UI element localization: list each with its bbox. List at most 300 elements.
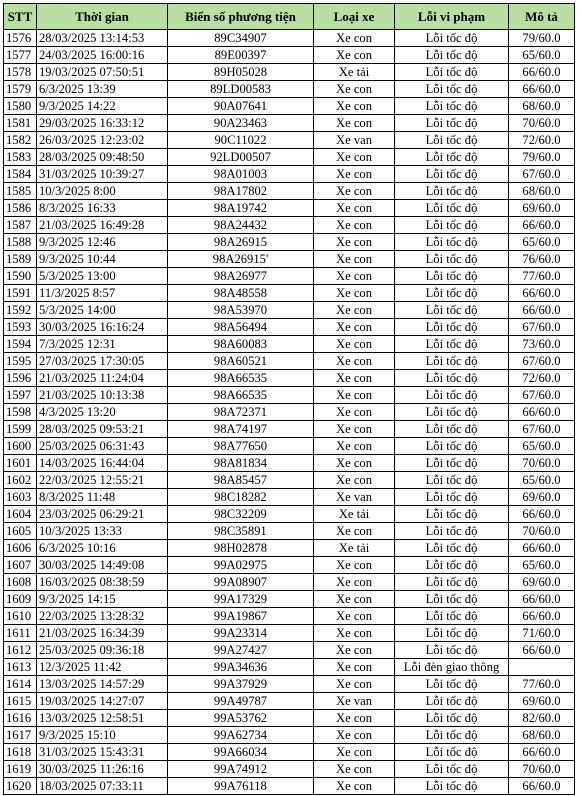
cell-plate: 92LD00507 bbox=[168, 149, 314, 166]
cell-violation: Lỗi tốc độ bbox=[395, 302, 509, 319]
cell-description: 66/60.0 bbox=[509, 285, 575, 302]
cell-violation: Lỗi tốc độ bbox=[395, 676, 509, 693]
cell-time: 30/03/2025 16:16:24 bbox=[37, 319, 168, 336]
cell-time: 24/03/2025 16:00:16 bbox=[37, 47, 168, 64]
cell-plate: 99A74912 bbox=[168, 761, 314, 778]
cell-stt: 1578 bbox=[4, 64, 37, 81]
cell-violation: Lỗi tốc độ bbox=[395, 64, 509, 81]
cell-vehicle-type: Xe con bbox=[314, 557, 395, 574]
cell-stt: 1614 bbox=[4, 676, 37, 693]
cell-time: 22/03/2025 12:55:21 bbox=[37, 472, 168, 489]
cell-stt: 1616 bbox=[4, 710, 37, 727]
cell-violation: Lỗi tốc độ bbox=[395, 506, 509, 523]
cell-time: 10/3/2025 13:33 bbox=[37, 523, 168, 540]
cell-violation: Lỗi tốc độ bbox=[395, 489, 509, 506]
cell-description: 67/60.0 bbox=[509, 166, 575, 183]
cell-time: 21/03/2025 16:34:39 bbox=[37, 625, 168, 642]
table-row bbox=[4, 523, 575, 540]
cell-stt: 1579 bbox=[4, 81, 37, 98]
cell-description: 66/60.0 bbox=[509, 217, 575, 234]
cell-violation: Lỗi tốc độ bbox=[395, 642, 509, 659]
cell-vehicle-type: Xe con bbox=[314, 455, 395, 472]
cell-time: 16/03/2025 08:38:59 bbox=[37, 574, 168, 591]
cell-violation: Lỗi tốc độ bbox=[395, 217, 509, 234]
violation-table-container bbox=[3, 3, 575, 795]
cell-description: 76/60.0 bbox=[509, 251, 575, 268]
cell-stt: 1618 bbox=[4, 744, 37, 761]
cell-description: 66/60.0 bbox=[509, 64, 575, 81]
cell-violation: Lỗi tốc độ bbox=[395, 115, 509, 132]
cell-plate: 98A77650 bbox=[168, 438, 314, 455]
cell-vehicle-type: Xe con bbox=[314, 744, 395, 761]
cell-description: 66/60.0 bbox=[509, 302, 575, 319]
cell-plate: 98A56494 bbox=[168, 319, 314, 336]
cell-stt: 1604 bbox=[4, 506, 37, 523]
cell-time: 10/3/2025 8:00 bbox=[37, 183, 168, 200]
cell-time: 25/03/2025 06:31:43 bbox=[37, 438, 168, 455]
cell-stt: 1612 bbox=[4, 642, 37, 659]
cell-description: 66/60.0 bbox=[509, 591, 575, 608]
table-row bbox=[4, 217, 575, 234]
table-row bbox=[4, 387, 575, 404]
cell-plate: 99A17329 bbox=[168, 591, 314, 608]
table-row bbox=[4, 438, 575, 455]
cell-time: 30/03/2025 14:49:08 bbox=[37, 557, 168, 574]
violation-table bbox=[3, 3, 575, 795]
cell-time: 14/03/2025 16:44:04 bbox=[37, 455, 168, 472]
cell-vehicle-type: Xe con bbox=[314, 149, 395, 166]
cell-violation: Lỗi tốc độ bbox=[395, 421, 509, 438]
cell-stt: 1580 bbox=[4, 98, 37, 115]
cell-time: 26/03/2025 12:23:02 bbox=[37, 132, 168, 149]
cell-plate: 98C18282 bbox=[168, 489, 314, 506]
cell-plate: 98C35891 bbox=[168, 523, 314, 540]
cell-description: 70/60.0 bbox=[509, 761, 575, 778]
cell-plate: 99A34636 bbox=[168, 659, 314, 676]
cell-description: 69/60.0 bbox=[509, 574, 575, 591]
cell-plate: 98A60083 bbox=[168, 336, 314, 353]
table-row bbox=[4, 183, 575, 200]
table-row bbox=[4, 285, 575, 302]
cell-description: 65/60.0 bbox=[509, 557, 575, 574]
cell-plate: 99A53762 bbox=[168, 710, 314, 727]
table-row bbox=[4, 778, 575, 795]
cell-stt: 1607 bbox=[4, 557, 37, 574]
cell-description: 70/60.0 bbox=[509, 115, 575, 132]
cell-stt: 1594 bbox=[4, 336, 37, 353]
cell-violation: Lỗi tốc độ bbox=[395, 268, 509, 285]
cell-stt: 1598 bbox=[4, 404, 37, 421]
cell-description: 69/60.0 bbox=[509, 200, 575, 217]
cell-vehicle-type: Xe con bbox=[314, 81, 395, 98]
cell-stt: 1592 bbox=[4, 302, 37, 319]
cell-violation: Lỗi tốc độ bbox=[395, 438, 509, 455]
table-row bbox=[4, 557, 575, 574]
cell-description: 66/60.0 bbox=[509, 778, 575, 795]
table-row bbox=[4, 370, 575, 387]
cell-violation: Lỗi tốc độ bbox=[395, 30, 509, 47]
table-body bbox=[4, 30, 575, 795]
header-time: Thời gian bbox=[37, 4, 168, 30]
cell-violation: Lỗi tốc độ bbox=[395, 693, 509, 710]
cell-time: 28/03/2025 09:48:50 bbox=[37, 149, 168, 166]
cell-violation: Lỗi tốc độ bbox=[395, 234, 509, 251]
cell-time: 11/3/2025 8:57 bbox=[37, 285, 168, 302]
table-row bbox=[4, 744, 575, 761]
cell-description: 70/60.0 bbox=[509, 455, 575, 472]
cell-vehicle-type: Xe con bbox=[314, 387, 395, 404]
table-header bbox=[4, 4, 575, 30]
cell-time: 18/03/2025 07:33:11 bbox=[37, 778, 168, 795]
cell-stt: 1608 bbox=[4, 574, 37, 591]
header-vehicle-type: Loại xe bbox=[314, 4, 395, 30]
cell-time: 21/03/2025 16:49:28 bbox=[37, 217, 168, 234]
cell-time: 8/3/2025 11:48 bbox=[37, 489, 168, 506]
cell-stt: 1595 bbox=[4, 353, 37, 370]
cell-violation: Lỗi tốc độ bbox=[395, 319, 509, 336]
cell-violation: Lỗi tốc độ bbox=[395, 47, 509, 64]
cell-violation: Lỗi tốc độ bbox=[395, 761, 509, 778]
cell-description: 68/60.0 bbox=[509, 727, 575, 744]
cell-stt: 1596 bbox=[4, 370, 37, 387]
cell-time: 28/03/2025 09:53:21 bbox=[37, 421, 168, 438]
cell-description: 72/60.0 bbox=[509, 132, 575, 149]
cell-time: 30/03/2025 11:26:16 bbox=[37, 761, 168, 778]
cell-time: 7/3/2025 12:31 bbox=[37, 336, 168, 353]
cell-plate: 98A24432 bbox=[168, 217, 314, 234]
cell-stt: 1583 bbox=[4, 149, 37, 166]
cell-vehicle-type: Xe tải bbox=[314, 64, 395, 81]
table-row bbox=[4, 676, 575, 693]
cell-description: 67/60.0 bbox=[509, 319, 575, 336]
cell-vehicle-type: Xe con bbox=[314, 778, 395, 795]
cell-vehicle-type: Xe con bbox=[314, 234, 395, 251]
cell-description: 68/60.0 bbox=[509, 183, 575, 200]
cell-time: 28/03/2025 13:14:53 bbox=[37, 30, 168, 47]
cell-plate: 98A66535 bbox=[168, 387, 314, 404]
table-row bbox=[4, 727, 575, 744]
cell-description: 65/60.0 bbox=[509, 47, 575, 64]
cell-vehicle-type: Xe con bbox=[314, 659, 395, 676]
cell-vehicle-type: Xe con bbox=[314, 251, 395, 268]
cell-stt: 1576 bbox=[4, 30, 37, 47]
cell-plate: 98A85457 bbox=[168, 472, 314, 489]
cell-time: 9/3/2025 15:10 bbox=[37, 727, 168, 744]
cell-violation: Lỗi đèn giao thông bbox=[395, 659, 509, 676]
cell-plate: 98A26915 bbox=[168, 234, 314, 251]
cell-violation: Lỗi tốc độ bbox=[395, 608, 509, 625]
cell-description: 79/60.0 bbox=[509, 149, 575, 166]
cell-plate: 98A60521 bbox=[168, 353, 314, 370]
table-row bbox=[4, 166, 575, 183]
cell-time: 9/3/2025 12:46 bbox=[37, 234, 168, 251]
cell-stt: 1613 bbox=[4, 659, 37, 676]
cell-vehicle-type: Xe tải bbox=[314, 506, 395, 523]
cell-plate: 98C32209 bbox=[168, 506, 314, 523]
cell-violation: Lỗi tốc độ bbox=[395, 166, 509, 183]
table-row bbox=[4, 540, 575, 557]
cell-violation: Lỗi tốc độ bbox=[395, 132, 509, 149]
cell-time: 21/03/2025 10:13:38 bbox=[37, 387, 168, 404]
cell-description: 66/60.0 bbox=[509, 404, 575, 421]
cell-vehicle-type: Xe con bbox=[314, 370, 395, 387]
cell-description: 79/60.0 bbox=[509, 30, 575, 47]
cell-violation: Lỗi tốc độ bbox=[395, 370, 509, 387]
cell-vehicle-type: Xe con bbox=[314, 574, 395, 591]
cell-time: 31/03/2025 15:43:31 bbox=[37, 744, 168, 761]
cell-time: 19/03/2025 07:50:51 bbox=[37, 64, 168, 81]
cell-stt: 1619 bbox=[4, 761, 37, 778]
cell-violation: Lỗi tốc độ bbox=[395, 574, 509, 591]
cell-violation: Lỗi tốc độ bbox=[395, 455, 509, 472]
cell-vehicle-type: Xe con bbox=[314, 183, 395, 200]
cell-time: 27/03/2025 17:30:05 bbox=[37, 353, 168, 370]
table-row bbox=[4, 268, 575, 285]
cell-violation: Lỗi tốc độ bbox=[395, 557, 509, 574]
table-row bbox=[4, 404, 575, 421]
table-row bbox=[4, 659, 575, 676]
cell-vehicle-type: Xe con bbox=[314, 47, 395, 64]
cell-plate: 99A08907 bbox=[168, 574, 314, 591]
cell-time: 29/03/2025 16:33:12 bbox=[37, 115, 168, 132]
cell-vehicle-type: Xe con bbox=[314, 166, 395, 183]
cell-stt: 1603 bbox=[4, 489, 37, 506]
cell-plate: 99A19867 bbox=[168, 608, 314, 625]
cell-plate: 98A26915' bbox=[168, 251, 314, 268]
table-row bbox=[4, 149, 575, 166]
cell-stt: 1581 bbox=[4, 115, 37, 132]
cell-plate: 98H02878 bbox=[168, 540, 314, 557]
table-row bbox=[4, 64, 575, 81]
cell-violation: Lỗi tốc độ bbox=[395, 404, 509, 421]
table-row bbox=[4, 693, 575, 710]
cell-vehicle-type: Xe con bbox=[314, 676, 395, 693]
table-row bbox=[4, 421, 575, 438]
cell-violation: Lỗi tốc độ bbox=[395, 625, 509, 642]
table-row bbox=[4, 506, 575, 523]
table-row bbox=[4, 336, 575, 353]
cell-description: 65/60.0 bbox=[509, 438, 575, 455]
cell-violation: Lỗi tốc độ bbox=[395, 353, 509, 370]
cell-stt: 1590 bbox=[4, 268, 37, 285]
cell-description: 69/60.0 bbox=[509, 489, 575, 506]
cell-description: 66/60.0 bbox=[509, 540, 575, 557]
cell-vehicle-type: Xe con bbox=[314, 438, 395, 455]
cell-description: 77/60.0 bbox=[509, 676, 575, 693]
cell-stt: 1615 bbox=[4, 693, 37, 710]
table-row bbox=[4, 132, 575, 149]
cell-violation: Lỗi tốc độ bbox=[395, 98, 509, 115]
cell-vehicle-type: Xe con bbox=[314, 642, 395, 659]
cell-plate: 90A07641 bbox=[168, 98, 314, 115]
cell-vehicle-type: Xe con bbox=[314, 302, 395, 319]
cell-description: 69/60.0 bbox=[509, 693, 575, 710]
cell-plate: 99A23314 bbox=[168, 625, 314, 642]
cell-plate: 90C11022 bbox=[168, 132, 314, 149]
table-row bbox=[4, 489, 575, 506]
table-row bbox=[4, 591, 575, 608]
cell-time: 8/3/2025 16:33 bbox=[37, 200, 168, 217]
table-row bbox=[4, 625, 575, 642]
cell-plate: 98A19742 bbox=[168, 200, 314, 217]
cell-violation: Lỗi tốc độ bbox=[395, 540, 509, 557]
cell-description: 66/60.0 bbox=[509, 642, 575, 659]
cell-vehicle-type: Xe con bbox=[314, 336, 395, 353]
cell-plate: 90A23463 bbox=[168, 115, 314, 132]
cell-plate: 98A01003 bbox=[168, 166, 314, 183]
cell-vehicle-type: Xe con bbox=[314, 98, 395, 115]
cell-stt: 1609 bbox=[4, 591, 37, 608]
table-row bbox=[4, 319, 575, 336]
table-row bbox=[4, 115, 575, 132]
cell-vehicle-type: Xe con bbox=[314, 421, 395, 438]
cell-violation: Lỗi tốc độ bbox=[395, 727, 509, 744]
table-row bbox=[4, 472, 575, 489]
cell-description: 77/60.0 bbox=[509, 268, 575, 285]
table-row bbox=[4, 81, 575, 98]
cell-vehicle-type: Xe con bbox=[314, 710, 395, 727]
table-row bbox=[4, 302, 575, 319]
cell-violation: Lỗi tốc độ bbox=[395, 591, 509, 608]
cell-plate: 89H05028 bbox=[168, 64, 314, 81]
cell-violation: Lỗi tốc độ bbox=[395, 387, 509, 404]
cell-description: 67/60.0 bbox=[509, 353, 575, 370]
cell-vehicle-type: Xe con bbox=[314, 404, 395, 421]
cell-description: 68/60.0 bbox=[509, 98, 575, 115]
cell-description: 82/60.0 bbox=[509, 710, 575, 727]
cell-vehicle-type: Xe con bbox=[314, 727, 395, 744]
cell-plate: 98A26977 bbox=[168, 268, 314, 285]
cell-time: 21/03/2025 11:24:04 bbox=[37, 370, 168, 387]
cell-violation: Lỗi tốc độ bbox=[395, 336, 509, 353]
cell-plate: 99A02975 bbox=[168, 557, 314, 574]
cell-vehicle-type: Xe con bbox=[314, 285, 395, 302]
cell-stt: 1577 bbox=[4, 47, 37, 64]
cell-plate: 89C34907 bbox=[168, 30, 314, 47]
cell-vehicle-type: Xe con bbox=[314, 761, 395, 778]
cell-time: 13/03/2025 14:57:29 bbox=[37, 676, 168, 693]
cell-time: 19/03/2025 14:27:07 bbox=[37, 693, 168, 710]
cell-time: 9/3/2025 14:15 bbox=[37, 591, 168, 608]
cell-vehicle-type: Xe tải bbox=[314, 540, 395, 557]
cell-stt: 1585 bbox=[4, 183, 37, 200]
table-row bbox=[4, 30, 575, 47]
cell-description: 65/60.0 bbox=[509, 472, 575, 489]
cell-stt: 1611 bbox=[4, 625, 37, 642]
cell-description: 67/60.0 bbox=[509, 421, 575, 438]
cell-plate: 99A49787 bbox=[168, 693, 314, 710]
cell-stt: 1593 bbox=[4, 319, 37, 336]
cell-description: 71/60.0 bbox=[509, 625, 575, 642]
cell-violation: Lỗi tốc độ bbox=[395, 523, 509, 540]
cell-stt: 1610 bbox=[4, 608, 37, 625]
cell-vehicle-type: Xe con bbox=[314, 625, 395, 642]
cell-plate: 98A48558 bbox=[168, 285, 314, 302]
cell-stt: 1597 bbox=[4, 387, 37, 404]
cell-violation: Lỗi tốc độ bbox=[395, 81, 509, 98]
cell-time: 13/03/2025 12:58:51 bbox=[37, 710, 168, 727]
cell-violation: Lỗi tốc độ bbox=[395, 285, 509, 302]
cell-time: 9/3/2025 10:44 bbox=[37, 251, 168, 268]
cell-stt: 1586 bbox=[4, 200, 37, 217]
cell-plate: 99A76118 bbox=[168, 778, 314, 795]
cell-stt: 1601 bbox=[4, 455, 37, 472]
header-violation: Lỗi vi phạm bbox=[395, 4, 509, 30]
cell-description: 67/60.0 bbox=[509, 387, 575, 404]
cell-violation: Lỗi tốc độ bbox=[395, 149, 509, 166]
header-description: Mô tả bbox=[509, 4, 575, 30]
cell-stt: 1600 bbox=[4, 438, 37, 455]
cell-plate: 98A81834 bbox=[168, 455, 314, 472]
table-row bbox=[4, 710, 575, 727]
cell-plate: 89E00397 bbox=[168, 47, 314, 64]
cell-stt: 1591 bbox=[4, 285, 37, 302]
cell-time: 12/3/2025 11:42 bbox=[37, 659, 168, 676]
cell-time: 23/03/2025 06:29:21 bbox=[37, 506, 168, 523]
cell-vehicle-type: Xe con bbox=[314, 217, 395, 234]
cell-time: 31/03/2025 10:39:27 bbox=[37, 166, 168, 183]
cell-description: 66/60.0 bbox=[509, 744, 575, 761]
cell-stt: 1599 bbox=[4, 421, 37, 438]
cell-stt: 1617 bbox=[4, 727, 37, 744]
cell-plate: 98A53970 bbox=[168, 302, 314, 319]
table-row bbox=[4, 47, 575, 64]
cell-stt: 1620 bbox=[4, 778, 37, 795]
cell-stt: 1582 bbox=[4, 132, 37, 149]
cell-time: 6/3/2025 13:39 bbox=[37, 81, 168, 98]
cell-vehicle-type: Xe con bbox=[314, 608, 395, 625]
cell-stt: 1606 bbox=[4, 540, 37, 557]
table-row bbox=[4, 455, 575, 472]
cell-violation: Lỗi tốc độ bbox=[395, 200, 509, 217]
table-row bbox=[4, 234, 575, 251]
cell-violation: Lỗi tốc độ bbox=[395, 183, 509, 200]
cell-vehicle-type: Xe con bbox=[314, 319, 395, 336]
cell-plate: 99A62734 bbox=[168, 727, 314, 744]
cell-plate: 98A72371 bbox=[168, 404, 314, 421]
cell-violation: Lỗi tốc độ bbox=[395, 472, 509, 489]
cell-violation: Lỗi tốc độ bbox=[395, 778, 509, 795]
cell-violation: Lỗi tốc độ bbox=[395, 710, 509, 727]
cell-time: 25/03/2025 09:36:18 bbox=[37, 642, 168, 659]
cell-vehicle-type: Xe van bbox=[314, 132, 395, 149]
cell-vehicle-type: Xe van bbox=[314, 693, 395, 710]
cell-violation: Lỗi tốc độ bbox=[395, 744, 509, 761]
table-row bbox=[4, 251, 575, 268]
cell-time: 4/3/2025 13:20 bbox=[37, 404, 168, 421]
cell-time: 5/3/2025 14:00 bbox=[37, 302, 168, 319]
cell-vehicle-type: Xe con bbox=[314, 472, 395, 489]
cell-vehicle-type: Xe con bbox=[314, 591, 395, 608]
cell-plate: 89LD00583 bbox=[168, 81, 314, 98]
cell-vehicle-type: Xe con bbox=[314, 30, 395, 47]
cell-time: 9/3/2025 14:22 bbox=[37, 98, 168, 115]
table-row bbox=[4, 608, 575, 625]
table-row bbox=[4, 98, 575, 115]
cell-stt: 1584 bbox=[4, 166, 37, 183]
cell-time: 22/03/2025 13:28:32 bbox=[37, 608, 168, 625]
cell-time: 6/3/2025 10:16 bbox=[37, 540, 168, 557]
cell-stt: 1587 bbox=[4, 217, 37, 234]
table-row bbox=[4, 353, 575, 370]
cell-vehicle-type: Xe con bbox=[314, 115, 395, 132]
cell-stt: 1589 bbox=[4, 251, 37, 268]
cell-description: 66/60.0 bbox=[509, 81, 575, 98]
cell-stt: 1602 bbox=[4, 472, 37, 489]
table-row bbox=[4, 574, 575, 591]
table-row bbox=[4, 642, 575, 659]
cell-description bbox=[509, 659, 575, 676]
